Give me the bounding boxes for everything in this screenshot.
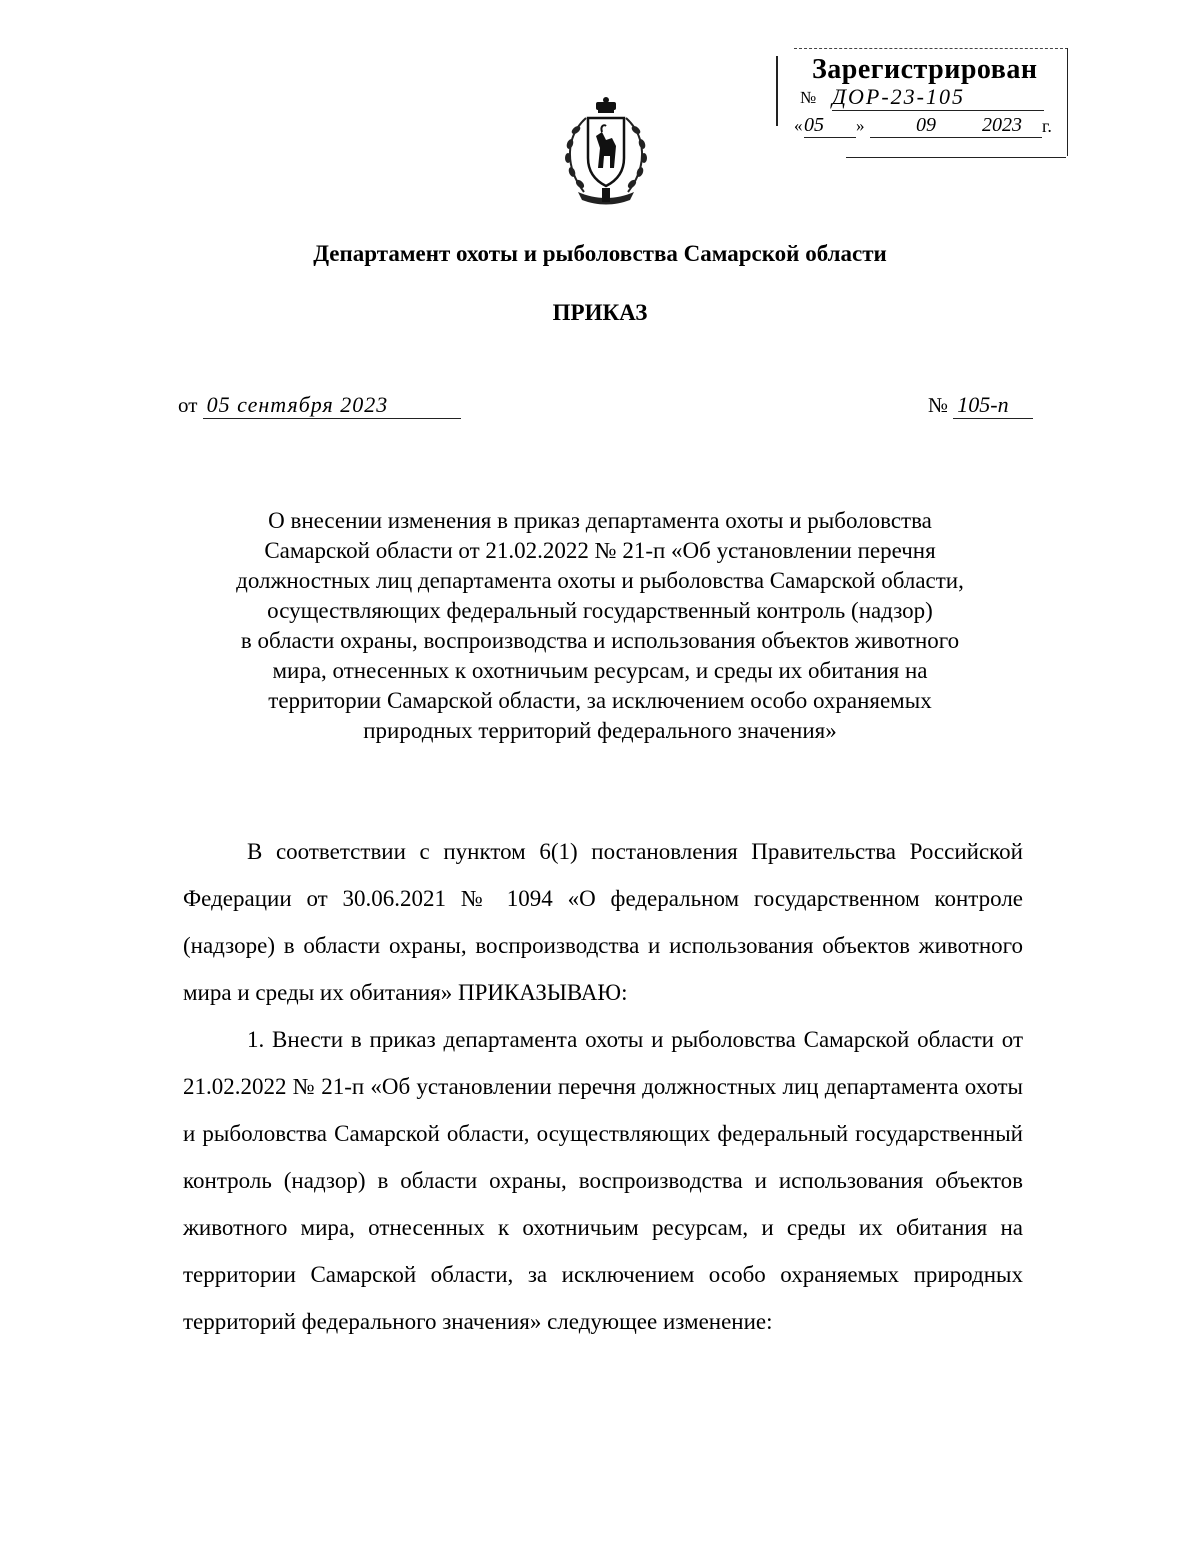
body-paragraph-preamble: В соответствии с пунктом 6(1) постановления Правительства Российской Федерации от 30.06.2021 № 1094 «О федеральном государственном контроле (надзоре) в области охраны, воспроизводства и использования объектов животного мира и среды их обитания» ПРИКАЗЫВАЮ: [183,839,1023,1005]
stamp-title: Зарегистрирован [812,54,1038,85]
stamp-year-suffix: г. [1042,116,1052,136]
stamp-day-close: » [856,116,865,135]
stamp-border-top [794,48,1068,49]
stamp-number-label: № [800,88,817,107]
body-paragraph-item-1: 1. Внести в приказ департамента охоты и рыболовства Самарской области от 21.02.2022 № 21-п «Об установлении перечня должностных лиц департамента охоты и рыболовства Самарской области, осуществляющих федеральный государственный контроль (надзор) в области охраны, воспроизводства и использования объектов животного мира, отнесенных к охотничьим ресурсам, и среды их обитания на территории Самарской области, за исключением особо охраняемых природных территорий федерального значения» следующее изменение: [183,1027,1023,1334]
subject-line: территории Самарской области, за исключением особо охраняемых [268,688,932,713]
subject-line: природных территорий федерального значения» [363,718,837,743]
order-number: 105-п [953,392,1033,419]
registration-stamp [776,48,1068,160]
subject-line: Самарской области от 21.02.2022 № 21-п «Об установлении перечня [264,538,936,563]
order-date: 05 сентября 2023 [203,392,461,419]
stamp-day: 05 [804,114,856,138]
stamp-month: 09 [870,114,982,138]
order-subject [150,506,1050,746]
document-type: ПРИКАЗ [552,300,648,325]
stamp-border-right [1067,48,1069,156]
stamp-number-value: ДОР-23-105 [832,84,1044,111]
subject-line: должностных лиц департамента охоты и рыболовства Самарской области, [236,568,964,593]
stamp-year: 2023 [982,114,1042,138]
subject-line: мира, отнесенных к охотничьим ресурсам, и среды их обитания на [272,658,928,683]
number-prefix: № [928,393,949,417]
organization-name: Департамент охоты и рыболовства Самарской области [313,241,887,266]
order-body [183,828,1023,1345]
coat-of-arms-emblem [556,96,656,208]
stamp-border-left [776,56,778,126]
subject-line: О внесении изменения в приказ департамента охоты и рыболовства [268,508,932,533]
subject-line: осуществляющих федеральный государственный контроль (надзор) [267,598,933,623]
date-prefix: от [178,393,198,417]
stamp-day-open: « [794,116,803,135]
stamp-border-bottom [846,157,1066,158]
order-number-line [928,392,1033,419]
order-date-line [178,392,461,419]
subject-line: в области охраны, воспроизводства и использования объектов животного [240,628,960,653]
